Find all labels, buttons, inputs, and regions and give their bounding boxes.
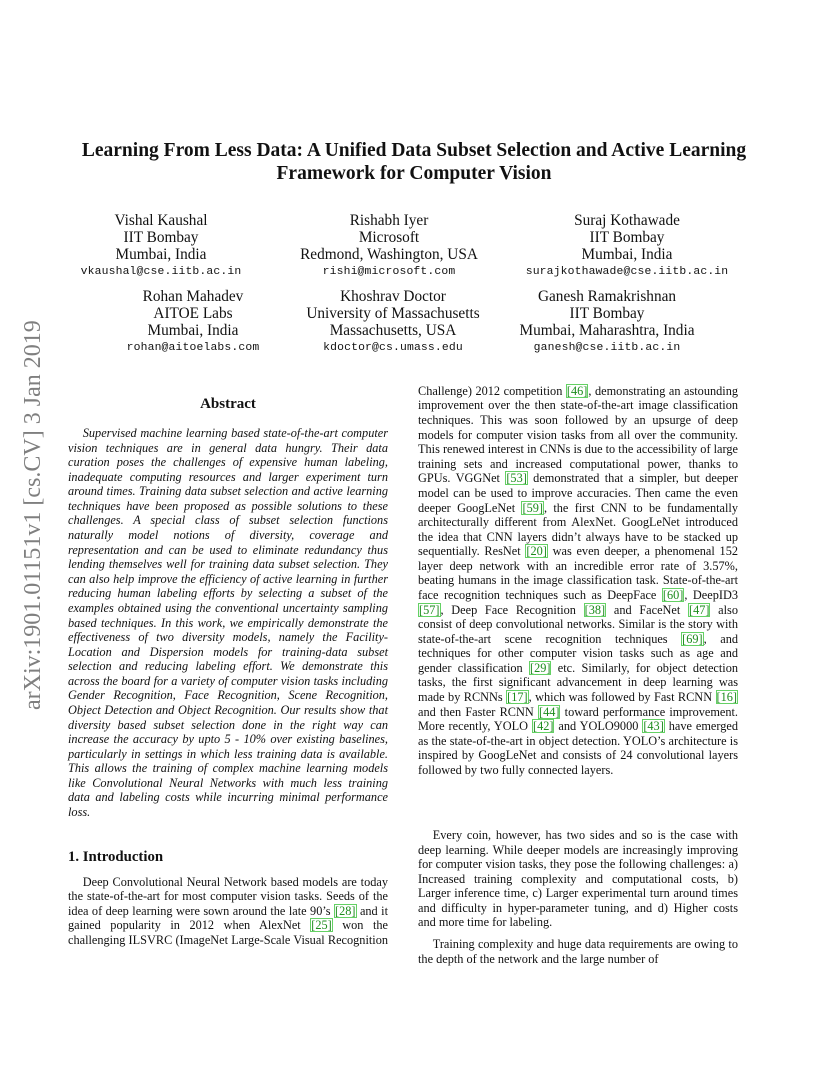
body-text-run: and then Faster RCNN (418, 704, 538, 719)
citation-link[interactable]: [16] (716, 690, 737, 705)
body-text-run: and it gained popularity in 2012 when AlexNet (68, 903, 388, 933)
citation-link[interactable]: [43] (643, 719, 664, 734)
citation-link[interactable]: [57] (419, 602, 440, 617)
arxiv-stamp-text: arXiv:1901.01151v1 [cs.CV] 3 Jan 2019 (20, 320, 46, 710)
citation-link[interactable]: [42] (532, 719, 554, 734)
body-text-run: demonstrated that a simpler, but deeper model can be used to improve accuracies. Then came the even deeper GoogLeNet (418, 471, 738, 515)
body-text-run: , Deep Face Recognition (440, 602, 584, 617)
section-heading-introduction: 1. Introduction (68, 848, 164, 865)
author-name: Khoshrav Doctor (340, 288, 446, 305)
body-text-run: , demonstrating an astounding improvement over the then state-of-the-art image classification techniques. This was soon followed by an upsurge of deep models for computer vision tasks from all over the community. This renewed interest in CNNs is due to the accessibility of large training sets and increased computational power, thanks to GPUs. VGGNet (418, 384, 738, 486)
body-text-run: won the challenging ILSVRC (ImageNet Large-Scale Visual Recognition (68, 918, 388, 947)
body-text-run: Challenge) 2012 competition (418, 384, 563, 398)
author-email: rohan@aitoelabs.com (126, 342, 260, 355)
author-name: Ganesh Ramakrishnan (537, 288, 677, 305)
body-text-run: have emerged as the state-of-the-art in object detection. YOLO’s architecture is inspired by GoogLeNet and consists of 24 convolutional layers followed by two fully connected layers. (418, 719, 738, 777)
left-column (68, 395, 388, 948)
citation-link[interactable]: [20] (526, 544, 547, 559)
citation-link[interactable]: [29] (529, 660, 551, 675)
citation-link[interactable]: [69] (682, 631, 703, 646)
citation-link[interactable]: [38] (584, 602, 606, 617)
citation-link[interactable]: [46] (566, 384, 588, 398)
author-affiliation: IIT Bombay (123, 228, 199, 246)
body-text-run: etc. Similarly, for object detection tasks, the first significant advancement in deep learning was made by RCNNs (418, 660, 738, 705)
author-location: Mumbai, India (581, 245, 673, 263)
citation-link[interactable]: [25] (311, 918, 332, 933)
body-text-run: also consist of deep convolutional networks. Similar is the story with state-of-the-art scene recognition techniques (418, 602, 738, 646)
author-block (40, 213, 282, 281)
author-name: Suraj Kothawade (574, 212, 680, 229)
intro-paragraph-2: Every coin, however, has two sides and so is the case with deep learning. While deeper models are increasingly improving for computer vision tasks, they pose the following challenges: a) Increased training complexity and computational costs, b) Larger inference time, c) Larger experimental turn around times and difficulty in hyper-parameter tuning, and d) Higher costs and more time for labeling. (418, 828, 738, 930)
title-line-2: Framework for Computer Vision (276, 163, 552, 184)
body-text-run: Deep Convolutional Neural Network based models are today the state-of-the-art for most computer vision tasks. Seeds of the idea of deep learning were sown around the late 90’s (68, 874, 388, 918)
intro-paragraph-1-text (418, 384, 738, 778)
body-text-run: toward performance improvement. More recently, YOLO (418, 704, 738, 734)
author-email: ganesh@cse.iitb.ac.in (533, 342, 681, 355)
author-location: Mumbai, Maharashtra, India (519, 321, 695, 339)
author-block (270, 289, 516, 357)
intro-paragraph-1-continued (418, 384, 738, 821)
body-text-run: , the first CNN to be fundamentally architecturally different from AlexNet. GoogLeNet introduced the idea that CNN layers didn’t always have to be stacked up sequentially. ResNet (418, 500, 738, 559)
right-column (418, 384, 738, 966)
author-location: Mumbai, India (147, 321, 239, 339)
author-location: Mumbai, India (115, 245, 207, 263)
citation-link[interactable]: [60] (662, 587, 684, 602)
author-block (492, 213, 762, 281)
citation-link[interactable]: [47] (688, 602, 710, 617)
intro-paragraph-3: Training complexity and huge data requirements are owing to the depth of the network and the large number of (418, 937, 738, 966)
author-email: surajkothawade@cse.iitb.ac.in (525, 266, 729, 279)
author-location: Massachusetts, USA (329, 321, 457, 339)
author-name: Vishal Kaushal (114, 212, 208, 229)
author-affiliation: AITOE Labs (153, 304, 233, 322)
author-name: Rohan Mahadev (142, 288, 244, 305)
citation-link[interactable]: [44] (538, 704, 560, 719)
author-name: Rishabh Iyer (349, 212, 429, 229)
abstract-heading: Abstract (200, 396, 256, 412)
author-affiliation: IIT Bombay (589, 228, 665, 246)
author-email: rishi@microsoft.com (322, 266, 456, 279)
paper-title (40, 139, 788, 185)
author-affiliation: IIT Bombay (569, 304, 645, 322)
body-text-run: , which was followed by Fast RCNN (528, 690, 716, 705)
title-line-1: Learning From Less Data: A Unified Data Subset Selection and Active Learning (81, 140, 747, 161)
citation-link[interactable]: [59] (522, 500, 543, 515)
citation-link[interactable]: [53] (506, 471, 527, 486)
author-block (492, 289, 722, 357)
citation-link[interactable]: [28] (335, 903, 356, 918)
author-block (269, 213, 509, 281)
citation-link[interactable]: [17] (507, 690, 528, 705)
abstract-text: Supervised machine learning based state-of-the-art computer vision techniques are in general data hungry. Their data curation poses the challenges of expensive human labeling, inadequate computing resources and larger experiment turn around times. Training data subset selection and active learning techniques have been proposed as possible solutions to these challenges. A special class of subset selection functions naturally model notions of diversity, coverage and representation and can be used to eliminate redundancy thus lending themselves well for training data subset selection. They can also help improve the efficiency of active learning in further reducing human labeling efforts by selecting a subset of the examples obtained using the conventional uncertainty sampling based techniques. In this work, we empirically demonstrate the effectiveness of two diversity models, namely the Facility-Location and Dispersion models for training-data subset selection and reducing labeling effort. We demonstrate this across the board for a variety of computer vision tasks including Gender Recognition, Face Recognition, Scene Recognition, Object Detection and Object Recognition. Our results show that diversity based subset selection done in the right way can increase the accuracy by upto 5 - 10% over existing baselines, particularly in settings in which less training data is available. This allows the training of complex machine learning models like Convolutional Neural Networks with much less training data and labeling costs while incurring minimal performance loss. (68, 426, 388, 820)
body-text-run: , and techniques for other computer vision tasks such as age and gender classification (418, 631, 738, 675)
body-text-run: , DeepID3 (684, 587, 738, 602)
author-affiliation: Microsoft (358, 228, 420, 246)
author-email: vkaushal@cse.iitb.ac.in (80, 266, 242, 279)
body-text-run: was even deeper, a phenomenal 152 layer deep network with an incredible error rate of 3.57%, beating humans in the image classification task. State-of-the-art face recognition techniques such as DeepFace (418, 544, 738, 602)
body-text-run: and FaceNet (606, 602, 688, 617)
author-email: kdoctor@cs.umass.edu (323, 342, 463, 355)
intro-paragraph-1 (68, 875, 388, 948)
author-affiliation: University of Massachusetts (306, 304, 480, 322)
body-text-run: and YOLO9000 (554, 719, 643, 734)
author-location: Redmond, Washington, USA (300, 245, 478, 263)
